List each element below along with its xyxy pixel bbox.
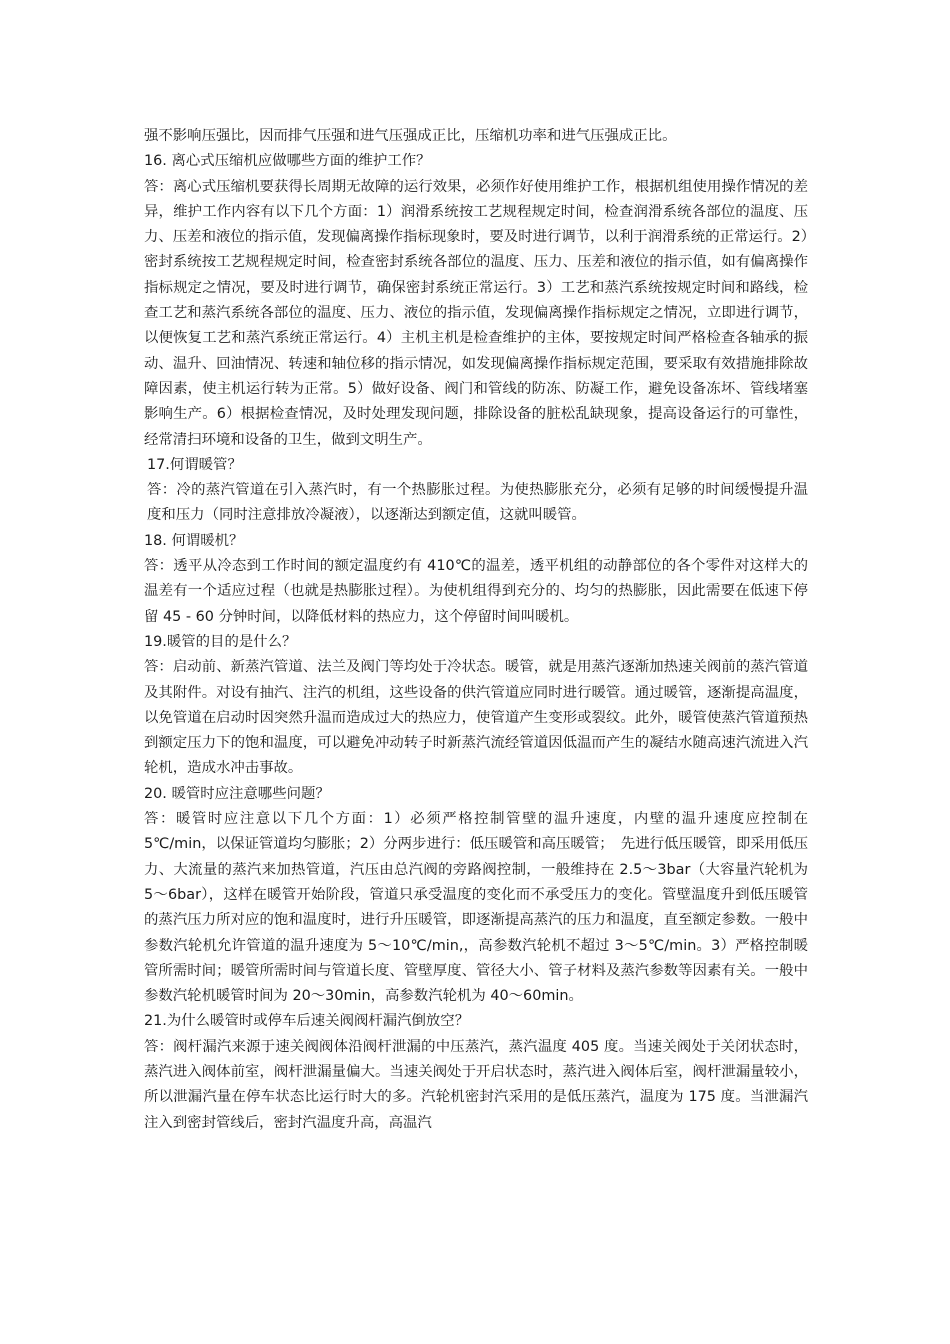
question-16-heading: 16. 离心式压缩机应做哪些方面的维护工作？	[144, 153, 431, 170]
paragraph-continuation: 强不影响压强比，因而排气压强和进气压强成正比，压缩机功率和进气压强成正比。	[144, 128, 677, 144]
answer-17-text: 答：冷的蒸汽管道在引入蒸汽时，有一个热膨胀过程。为使热膨胀充分，必须有足够的时间缓慢提升温度和压力（同时注意排放冷凝液），以逐渐达到额定值，这就叫暖管。	[147, 482, 808, 524]
answer-21-text: 答：阀杆漏汽来源于速关阀阀体沿阀杆泄漏的中压蒸汽，蒸汽温度 405 度。当速关阀处于关闭状态时，蒸汽进入阀体前室，阀杆泄漏量偏大。当速关阀处于开启状态时，蒸汽进入阀体后室，阀杆泄漏量较小，所以泄漏汽量在停车状态比运行时大的多。汽轮机密封汽采用的是低压蒸汽，温度为 175 度。当泄漏汽注入到密封管线后，密封汽温度升高，高温汽	[144, 1038, 808, 1131]
document-body	[144, 124, 808, 1136]
answer-20-text: 答：暖管时应注意以下几个方面：1）必须严格控制管壁的温升速度，内壁的温升速度应控制在 5℃/min，以保证管道均匀膨胀；2）分两步进行：低压暖管和高压暖管； 先进行低压暖管，即采用低压力、大流量的蒸汽来加热管道，汽压由总汽阀的旁路阀控制，一般维持在 2.5～3bar（大容量汽轮机为 5～6bar），这样在暖管开始阶段，管道只承受温度的变化而不承受压力的变化。管壁温度升到低压暖管的蒸汽压力所对应的饱和温度时，进行升压暖管，即逐渐提高蒸汽的压力和温度，直至额定参数。一般中参数汽轮机允许管道的温升速度为 5～10℃/min,，高参数汽轮机不超过 3～5℃/min。3）严格控制暖管所需时间；暖管所需时间与管道长度、管壁厚度、管径大小、管子材料及蒸汽参数等因素有关。一般中参数汽轮机暖管时间为 20～30min，高参数汽轮机为 40～60min。	[144, 811, 808, 1005]
answer-18-text: 答：透平从冷态到工作时间的额定温度约有 410℃的温差，透平机组的动静部位的各个零件对这样大的温差有一个适应过程（也就是热膨胀过程）。为使机组得到充分的、均匀的热膨胀，因此需要在低速下停留 45 - 60 分钟时间，以降低材料的热应力，这个停留时间叫暖机。	[144, 558, 808, 625]
question-18-heading: 18. 何谓暖机？	[144, 532, 244, 549]
question-19-heading: 19.暖管的目的是什么？	[144, 633, 297, 650]
answer-19-text: 答：启动前、新蒸汽管道、法兰及阀门等均处于冷状态。暖管，就是用蒸汽逐渐加热速关阀前的蒸汽管道及其附件。对设有抽汽、注汽的机组，这些设备的供汽管道应同时进行暖管。通过暖管，逐渐提高温度，以免管道在启动时因突然升温而造成过大的热应力，使管道产生变形或裂纹。此外，暖管使蒸汽管道预热到额定压力下的饱和温度，可以避免冲动转子时新蒸汽流经管道因低温而产生的凝结水随高速汽流进入汽轮机，造成水冲击事故。	[144, 659, 808, 777]
answer-16-text: 答：离心式压缩机要获得长周期无故障的运行效果，必须作好使用维护工作，根据机组使用操作情况的差异，维护工作内容有以下几个方面：1）润滑系统按工艺规程规定时间，检查润滑系统各部位的温度、压力、压差和液位的指示值，发现偏离操作指标现象时，要及时进行调节，以利于润滑系统的正常运行。2）密封系统按工艺规程规定时间，检查密封系统各部位的温度、压力、压差和液位的指示值，如有偏离操作指标规定之情况，要及时进行调节，确保密封系统正常运行。3）工艺和蒸汽系统按规定时间和路线，检查工艺和蒸汽系统各部位的温度、压力、液位的指示值，发现偏离操作指标规定之情况，立即进行调节，以便恢复工艺和蒸汽系统正常运行。4）主机主机是检查维护的主体，要按规定时间严格检查各轴承的振动、温升、回油情况、转速和轴位移的指示情况，如发现偏离操作指标规定范围，要采取有效措施排除故障因素，使主机运行转为正常。5）做好设备、阀门和管线的防冻、防凝工作，避免设备冻坏、管线堵塞影响生产。6）根据检查情况，及时处理发现问题，排除设备的脏松乱缺现象，提高设备运行的可靠性，经常清扫环境和设备的卫生，做到文明生产。	[144, 178, 808, 448]
question-17-heading: 17.何谓暖管？	[147, 456, 242, 473]
question-21-heading: 21.为什么暖管时或停车后速关阀阀杆漏汽倒放空？	[144, 1013, 470, 1030]
question-20-heading: 20. 暖管时应注意哪些问题？	[144, 785, 330, 802]
